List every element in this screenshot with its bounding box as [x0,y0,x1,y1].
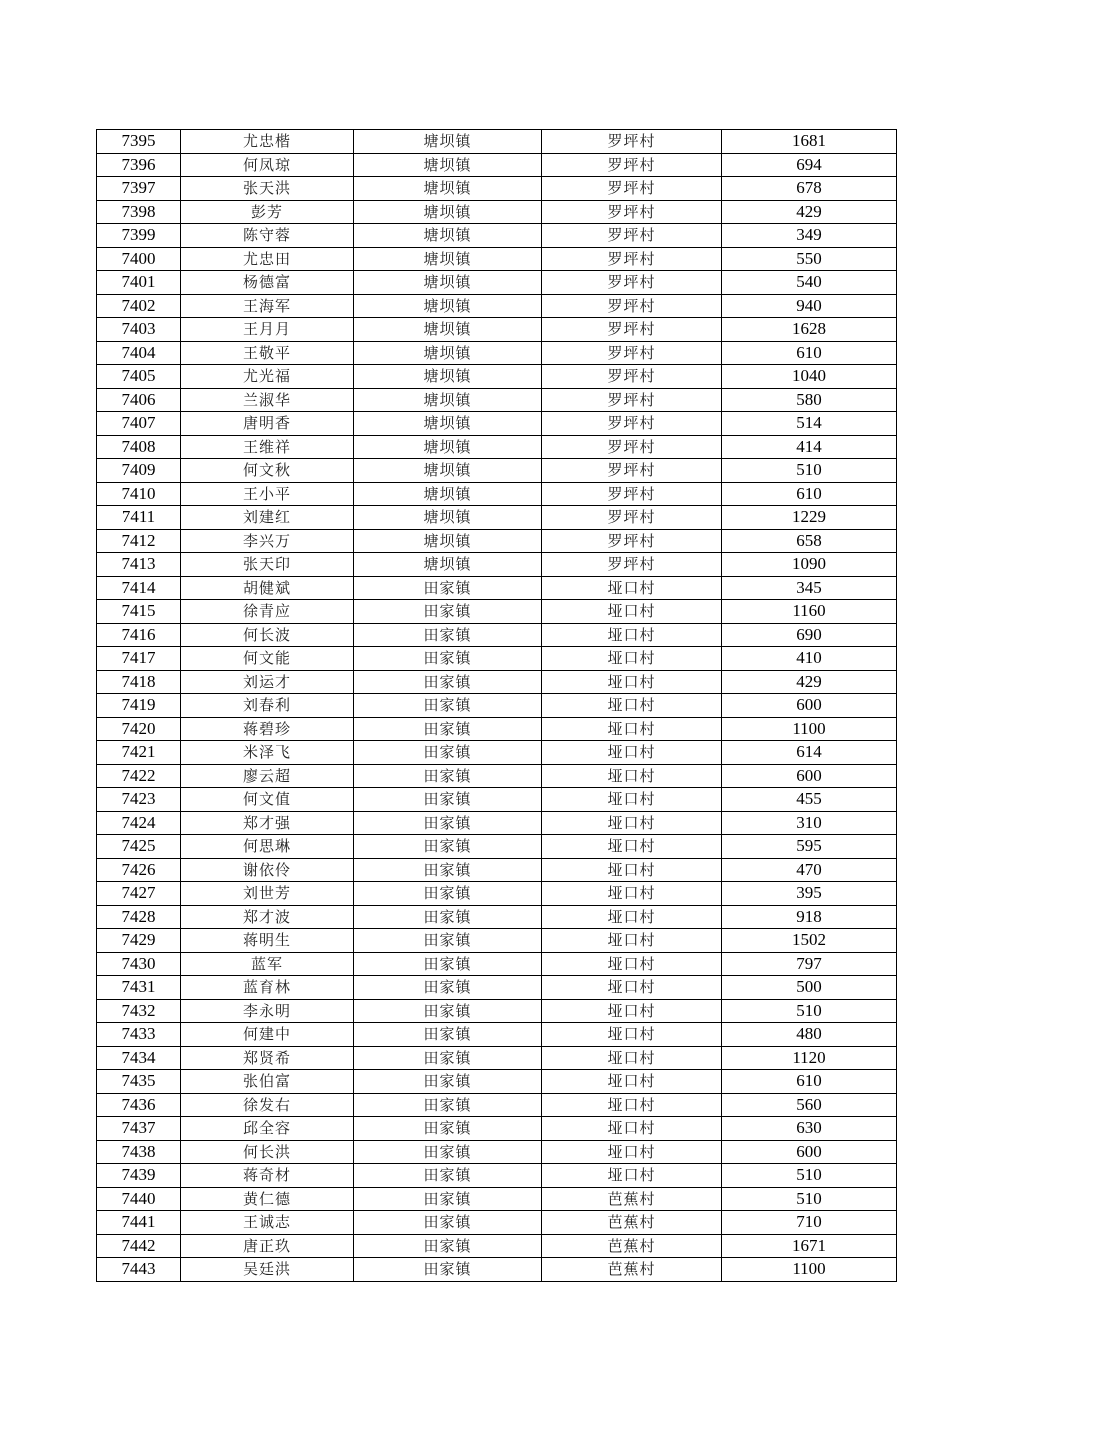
cell-serial-number: 7428 [97,905,181,929]
cell-name: 郑贤希 [181,1046,354,1070]
cell-serial-number: 7429 [97,929,181,953]
cell-amount: 658 [722,529,897,553]
cell-amount: 310 [722,811,897,835]
cell-town: 田家镇 [354,952,542,976]
cell-village: 罗坪村 [542,365,722,389]
table-row [97,1258,897,1282]
table-row [97,388,897,412]
cell-amount: 1502 [722,929,897,953]
cell-amount: 470 [722,858,897,882]
cell-name: 张伯富 [181,1070,354,1094]
table-row [97,177,897,201]
table-row [97,1187,897,1211]
cell-amount: 1100 [722,1258,897,1282]
cell-village: 罗坪村 [542,506,722,530]
cell-name: 李兴万 [181,529,354,553]
cell-amount: 510 [722,1187,897,1211]
cell-name: 徐发右 [181,1093,354,1117]
cell-village: 罗坪村 [542,412,722,436]
cell-town: 塘坝镇 [354,412,542,436]
cell-village: 罗坪村 [542,529,722,553]
cell-amount: 345 [722,576,897,600]
table-row [97,1023,897,1047]
cell-village: 垭口村 [542,952,722,976]
cell-serial-number: 7408 [97,435,181,459]
cell-serial-number: 7425 [97,835,181,859]
cell-amount: 690 [722,623,897,647]
data-table [96,129,897,1282]
cell-town: 田家镇 [354,623,542,647]
cell-name: 尤忠楷 [181,130,354,154]
cell-town: 塘坝镇 [354,200,542,224]
cell-town: 田家镇 [354,788,542,812]
cell-serial-number: 7404 [97,341,181,365]
cell-amount: 560 [722,1093,897,1117]
cell-town: 田家镇 [354,882,542,906]
table-row [97,623,897,647]
cell-name: 米泽飞 [181,741,354,765]
table-row [97,318,897,342]
cell-village: 罗坪村 [542,153,722,177]
cell-town: 田家镇 [354,1258,542,1282]
table-row [97,130,897,154]
cell-town: 田家镇 [354,764,542,788]
cell-amount: 694 [722,153,897,177]
cell-amount: 480 [722,1023,897,1047]
cell-town: 田家镇 [354,717,542,741]
cell-serial-number: 7432 [97,999,181,1023]
cell-village: 罗坪村 [542,341,722,365]
cell-town: 田家镇 [354,1093,542,1117]
cell-village: 垭口村 [542,811,722,835]
cell-serial-number: 7403 [97,318,181,342]
cell-name: 陈守蓉 [181,224,354,248]
cell-village: 罗坪村 [542,271,722,295]
cell-name: 王敬平 [181,341,354,365]
cell-name: 王诚志 [181,1211,354,1235]
cell-name: 李永明 [181,999,354,1023]
cell-amount: 1671 [722,1234,897,1258]
table-row [97,1117,897,1141]
cell-serial-number: 7415 [97,600,181,624]
cell-serial-number: 7416 [97,623,181,647]
table-row [97,153,897,177]
cell-serial-number: 7424 [97,811,181,835]
cell-village: 罗坪村 [542,318,722,342]
cell-serial-number: 7440 [97,1187,181,1211]
cell-name: 蒋明生 [181,929,354,953]
cell-name: 何长波 [181,623,354,647]
cell-serial-number: 7433 [97,1023,181,1047]
cell-village: 垭口村 [542,1093,722,1117]
table-row [97,576,897,600]
cell-town: 田家镇 [354,576,542,600]
cell-serial-number: 7418 [97,670,181,694]
table-row [97,999,897,1023]
cell-name: 尤光福 [181,365,354,389]
table-row [97,247,897,271]
cell-village: 垭口村 [542,694,722,718]
cell-town: 田家镇 [354,1234,542,1258]
table-row [97,1046,897,1070]
cell-amount: 1120 [722,1046,897,1070]
cell-town: 田家镇 [354,858,542,882]
table-row [97,670,897,694]
cell-town: 塘坝镇 [354,553,542,577]
cell-amount: 510 [722,1164,897,1188]
cell-amount: 395 [722,882,897,906]
cell-serial-number: 7431 [97,976,181,1000]
cell-name: 邱全容 [181,1117,354,1141]
cell-serial-number: 7438 [97,1140,181,1164]
cell-serial-number: 7421 [97,741,181,765]
cell-amount: 1229 [722,506,897,530]
cell-serial-number: 7443 [97,1258,181,1282]
cell-village: 垭口村 [542,976,722,1000]
cell-town: 塘坝镇 [354,435,542,459]
cell-town: 田家镇 [354,1070,542,1094]
cell-amount: 614 [722,741,897,765]
cell-name: 蓝军 [181,952,354,976]
cell-serial-number: 7406 [97,388,181,412]
cell-serial-number: 7400 [97,247,181,271]
table-row [97,224,897,248]
cell-town: 塘坝镇 [354,247,542,271]
cell-name: 郑才强 [181,811,354,835]
cell-town: 塘坝镇 [354,341,542,365]
cell-amount: 414 [722,435,897,459]
table-row [97,1140,897,1164]
cell-village: 垭口村 [542,788,722,812]
cell-village: 罗坪村 [542,388,722,412]
cell-amount: 600 [722,764,897,788]
cell-town: 田家镇 [354,905,542,929]
cell-name: 何长洪 [181,1140,354,1164]
cell-name: 何思琳 [181,835,354,859]
cell-amount: 429 [722,200,897,224]
cell-amount: 1100 [722,717,897,741]
table-row [97,200,897,224]
cell-amount: 550 [722,247,897,271]
cell-town: 田家镇 [354,1140,542,1164]
cell-town: 田家镇 [354,694,542,718]
cell-name: 何文值 [181,788,354,812]
cell-serial-number: 7434 [97,1046,181,1070]
cell-serial-number: 7442 [97,1234,181,1258]
cell-village: 垭口村 [542,999,722,1023]
cell-name: 廖云超 [181,764,354,788]
table-row [97,717,897,741]
cell-serial-number: 7423 [97,788,181,812]
cell-town: 田家镇 [354,1117,542,1141]
cell-amount: 918 [722,905,897,929]
cell-town: 田家镇 [354,1187,542,1211]
table-row [97,294,897,318]
cell-amount: 610 [722,482,897,506]
cell-town: 塘坝镇 [354,153,542,177]
cell-amount: 455 [722,788,897,812]
cell-name: 胡健斌 [181,576,354,600]
cell-village: 垭口村 [542,858,722,882]
cell-town: 田家镇 [354,976,542,1000]
cell-name: 何凤琼 [181,153,354,177]
table-row [97,647,897,671]
cell-village: 罗坪村 [542,553,722,577]
cell-serial-number: 7413 [97,553,181,577]
cell-amount: 580 [722,388,897,412]
cell-town: 田家镇 [354,811,542,835]
cell-village: 芭蕉村 [542,1258,722,1282]
cell-town: 田家镇 [354,647,542,671]
cell-serial-number: 7430 [97,952,181,976]
cell-village: 芭蕉村 [542,1211,722,1235]
cell-name: 兰淑华 [181,388,354,412]
table-row [97,788,897,812]
cell-amount: 610 [722,341,897,365]
cell-village: 罗坪村 [542,459,722,483]
cell-town: 塘坝镇 [354,482,542,506]
cell-name: 王小平 [181,482,354,506]
cell-name: 王维祥 [181,435,354,459]
table-row [97,1234,897,1258]
cell-name: 吴廷洪 [181,1258,354,1282]
table-row [97,506,897,530]
table-row [97,741,897,765]
cell-name: 谢依伶 [181,858,354,882]
cell-amount: 510 [722,999,897,1023]
cell-amount: 797 [722,952,897,976]
cell-serial-number: 7412 [97,529,181,553]
table-row [97,858,897,882]
table-row [97,459,897,483]
table-row [97,271,897,295]
cell-name: 刘春利 [181,694,354,718]
table-body [97,130,897,1282]
cell-name: 王海军 [181,294,354,318]
cell-town: 田家镇 [354,1046,542,1070]
table-row [97,553,897,577]
cell-village: 垭口村 [542,741,722,765]
cell-amount: 678 [722,177,897,201]
cell-village: 罗坪村 [542,177,722,201]
cell-town: 塘坝镇 [354,224,542,248]
table-row [97,882,897,906]
cell-serial-number: 7398 [97,200,181,224]
cell-serial-number: 7397 [97,177,181,201]
cell-amount: 595 [722,835,897,859]
cell-serial-number: 7395 [97,130,181,154]
cell-town: 塘坝镇 [354,130,542,154]
cell-amount: 600 [722,694,897,718]
cell-amount: 940 [722,294,897,318]
cell-name: 何文能 [181,647,354,671]
cell-name: 黄仁德 [181,1187,354,1211]
cell-name: 杨德富 [181,271,354,295]
cell-serial-number: 7410 [97,482,181,506]
table-row [97,435,897,459]
cell-amount: 1160 [722,600,897,624]
cell-name: 王月月 [181,318,354,342]
cell-amount: 1681 [722,130,897,154]
cell-town: 田家镇 [354,999,542,1023]
cell-amount: 510 [722,459,897,483]
table-row [97,1164,897,1188]
cell-serial-number: 7414 [97,576,181,600]
cell-town: 田家镇 [354,1164,542,1188]
cell-amount: 429 [722,670,897,694]
table-row [97,976,897,1000]
cell-village: 垭口村 [542,576,722,600]
table-row [97,929,897,953]
cell-amount: 610 [722,1070,897,1094]
cell-village: 垭口村 [542,670,722,694]
cell-village: 垭口村 [542,929,722,953]
cell-name: 尤忠田 [181,247,354,271]
cell-name: 张天印 [181,553,354,577]
cell-town: 塘坝镇 [354,388,542,412]
cell-village: 垭口村 [542,905,722,929]
cell-village: 芭蕉村 [542,1234,722,1258]
cell-amount: 349 [722,224,897,248]
table-row [97,412,897,436]
cell-town: 塘坝镇 [354,318,542,342]
cell-serial-number: 7411 [97,506,181,530]
table-row [97,952,897,976]
cell-serial-number: 7417 [97,647,181,671]
cell-town: 塘坝镇 [354,271,542,295]
cell-village: 垭口村 [542,600,722,624]
cell-serial-number: 7420 [97,717,181,741]
cell-amount: 630 [722,1117,897,1141]
cell-amount: 600 [722,1140,897,1164]
cell-village: 垭口村 [542,1164,722,1188]
cell-village: 罗坪村 [542,200,722,224]
table-row [97,482,897,506]
cell-village: 罗坪村 [542,294,722,318]
cell-serial-number: 7439 [97,1164,181,1188]
cell-serial-number: 7441 [97,1211,181,1235]
cell-town: 田家镇 [354,600,542,624]
table-row [97,365,897,389]
cell-name: 蒋奇材 [181,1164,354,1188]
cell-name: 刘运才 [181,670,354,694]
table-row [97,905,897,929]
cell-town: 塘坝镇 [354,459,542,483]
cell-serial-number: 7427 [97,882,181,906]
table-row [97,1070,897,1094]
cell-village: 芭蕉村 [542,1187,722,1211]
cell-name: 刘建红 [181,506,354,530]
cell-village: 罗坪村 [542,130,722,154]
cell-village: 垭口村 [542,1023,722,1047]
cell-serial-number: 7407 [97,412,181,436]
cell-village: 垭口村 [542,717,722,741]
cell-name: 郑才波 [181,905,354,929]
cell-serial-number: 7396 [97,153,181,177]
cell-town: 塘坝镇 [354,294,542,318]
cell-town: 塘坝镇 [354,529,542,553]
table-row [97,1211,897,1235]
cell-town: 田家镇 [354,1211,542,1235]
cell-town: 塘坝镇 [354,365,542,389]
cell-village: 垭口村 [542,1117,722,1141]
cell-town: 田家镇 [354,670,542,694]
table-row [97,835,897,859]
cell-serial-number: 7437 [97,1117,181,1141]
table-row [97,764,897,788]
cell-name: 唐正玖 [181,1234,354,1258]
cell-name: 蓝育林 [181,976,354,1000]
table-row [97,694,897,718]
cell-village: 罗坪村 [542,224,722,248]
cell-town: 田家镇 [354,929,542,953]
cell-village: 垭口村 [542,882,722,906]
cell-amount: 1628 [722,318,897,342]
cell-name: 张天洪 [181,177,354,201]
table-row [97,341,897,365]
cell-amount: 540 [722,271,897,295]
cell-name: 唐明香 [181,412,354,436]
cell-village: 垭口村 [542,647,722,671]
cell-village: 罗坪村 [542,247,722,271]
cell-name: 刘世芳 [181,882,354,906]
cell-name: 蒋碧珍 [181,717,354,741]
cell-name: 徐青应 [181,600,354,624]
cell-name: 何文秋 [181,459,354,483]
cell-village: 垭口村 [542,835,722,859]
cell-serial-number: 7401 [97,271,181,295]
table-row [97,529,897,553]
cell-village: 垭口村 [542,623,722,647]
cell-amount: 710 [722,1211,897,1235]
cell-serial-number: 7409 [97,459,181,483]
cell-village: 垭口村 [542,1070,722,1094]
cell-serial-number: 7436 [97,1093,181,1117]
cell-serial-number: 7399 [97,224,181,248]
cell-serial-number: 7402 [97,294,181,318]
cell-town: 塘坝镇 [354,177,542,201]
cell-village: 垭口村 [542,1140,722,1164]
cell-town: 塘坝镇 [354,506,542,530]
cell-amount: 1090 [722,553,897,577]
table-row [97,600,897,624]
cell-village: 罗坪村 [542,482,722,506]
cell-serial-number: 7419 [97,694,181,718]
cell-village: 垭口村 [542,764,722,788]
cell-amount: 514 [722,412,897,436]
cell-amount: 500 [722,976,897,1000]
cell-town: 田家镇 [354,1023,542,1047]
cell-name: 何建中 [181,1023,354,1047]
cell-village: 罗坪村 [542,435,722,459]
cell-amount: 1040 [722,365,897,389]
cell-name: 彭芳 [181,200,354,224]
table-row [97,1093,897,1117]
cell-town: 田家镇 [354,741,542,765]
cell-serial-number: 7426 [97,858,181,882]
cell-serial-number: 7435 [97,1070,181,1094]
cell-village: 垭口村 [542,1046,722,1070]
cell-amount: 410 [722,647,897,671]
cell-town: 田家镇 [354,835,542,859]
cell-serial-number: 7422 [97,764,181,788]
cell-serial-number: 7405 [97,365,181,389]
table-row [97,811,897,835]
